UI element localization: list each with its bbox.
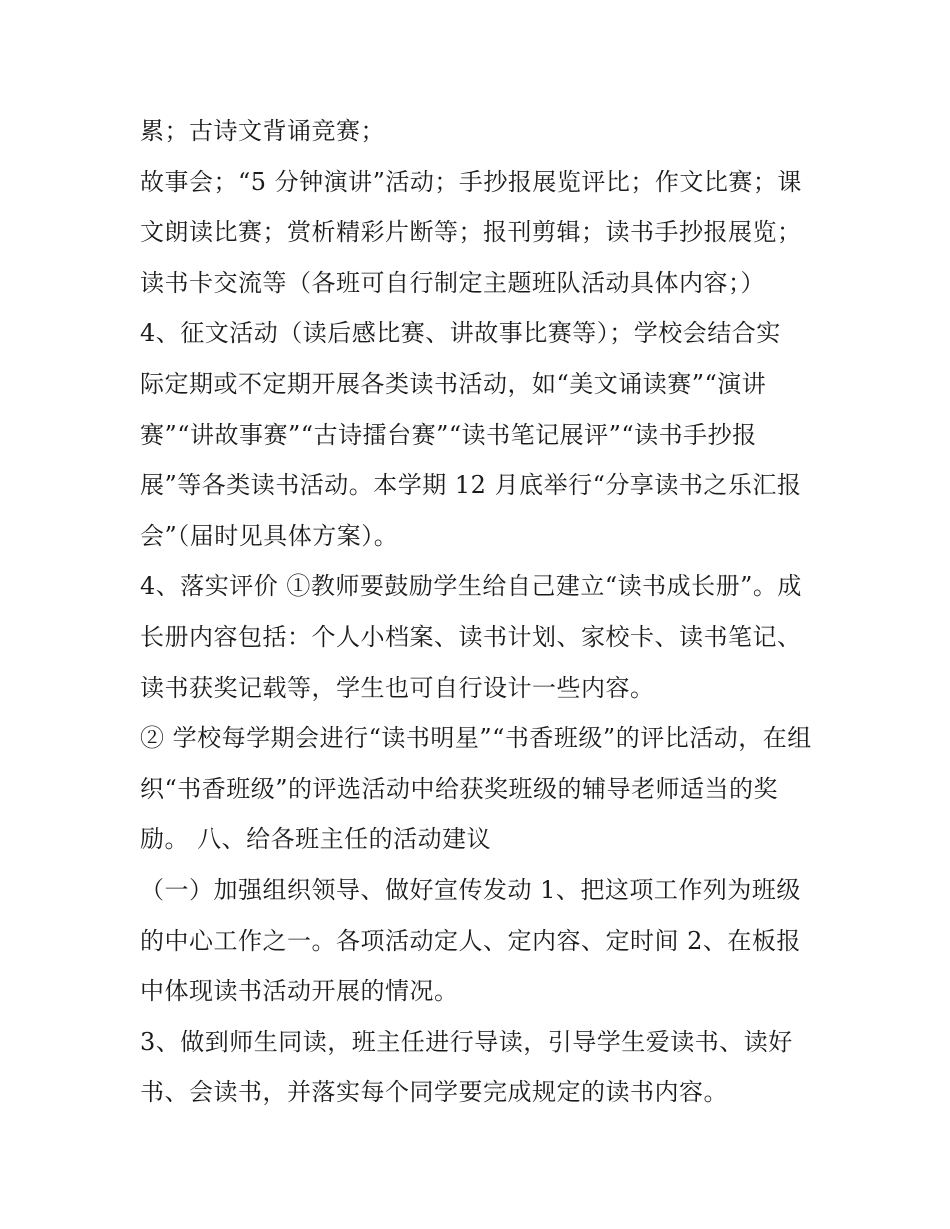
text-line: 际定期或不定期开展各类读书活动，如“美文诵读赛”“演讲 (140, 369, 767, 398)
text-line: 文朗读比赛；赏析精彩片断等；报刊剪辑；读书手抄报展览； (140, 218, 802, 247)
body-text (140, 106, 820, 1118)
text-line: 的中心工作之一。各项活动定人、定内容、定时间 2、在板报 (140, 926, 801, 955)
text-line: 赛”“讲故事赛”“古诗擂台赛”“读书笔记展评”“读书手抄报 (140, 420, 757, 449)
text-line: 读书获奖记载等，学生也可自行设计一些内容。 (140, 673, 655, 702)
text-line: 书、会读书，并落实每个同学要完成规定的读书内容。 (140, 1078, 728, 1107)
text-line: ② 学校每学期会进行“读书明星”“书香班级”的评比活动，在组 (140, 724, 812, 753)
text-line: 3、做到师生同读，班主任进行导读，引导学生爱读书、读好 (140, 1027, 793, 1056)
text-line: 展”等各类读书活动。本学期 12 月底举行“分享读书之乐汇报 (140, 471, 802, 500)
text-line: 织“书香班级”的评选活动中给获奖班级的辅导老师适当的奖 (140, 774, 779, 803)
text-line: 长册内容包括：个人小档案、读书计划、家校卡、读书笔记、 (140, 622, 802, 651)
text-line: 4、征文活动（读后感比赛、讲故事比赛等）；学校会结合实 (140, 319, 781, 348)
text-line: 4、落实评价 ①教师要鼓励学生给自己建立“读书成长册”。成 (140, 572, 802, 601)
text-line: 励。 八、给各班主任的活动建议 (140, 825, 492, 854)
text-line: 读书卡交流等（各班可自行制定主题班队活动具体内容；） (140, 268, 765, 297)
text-line: 中体现读书活动开展的情况。 (140, 977, 459, 1006)
text-line: 累；古诗文背诵竞赛； (140, 117, 385, 145)
text-line: 故事会；“5 分钟演讲”活动；手抄报展览评比；作文比赛；课 (140, 167, 802, 196)
text-line: 会”（届时见具体方案）。 (140, 521, 399, 550)
text-line: （一）加强组织领导、做好宣传发动 1、把这项工作列为班级 (140, 875, 801, 904)
